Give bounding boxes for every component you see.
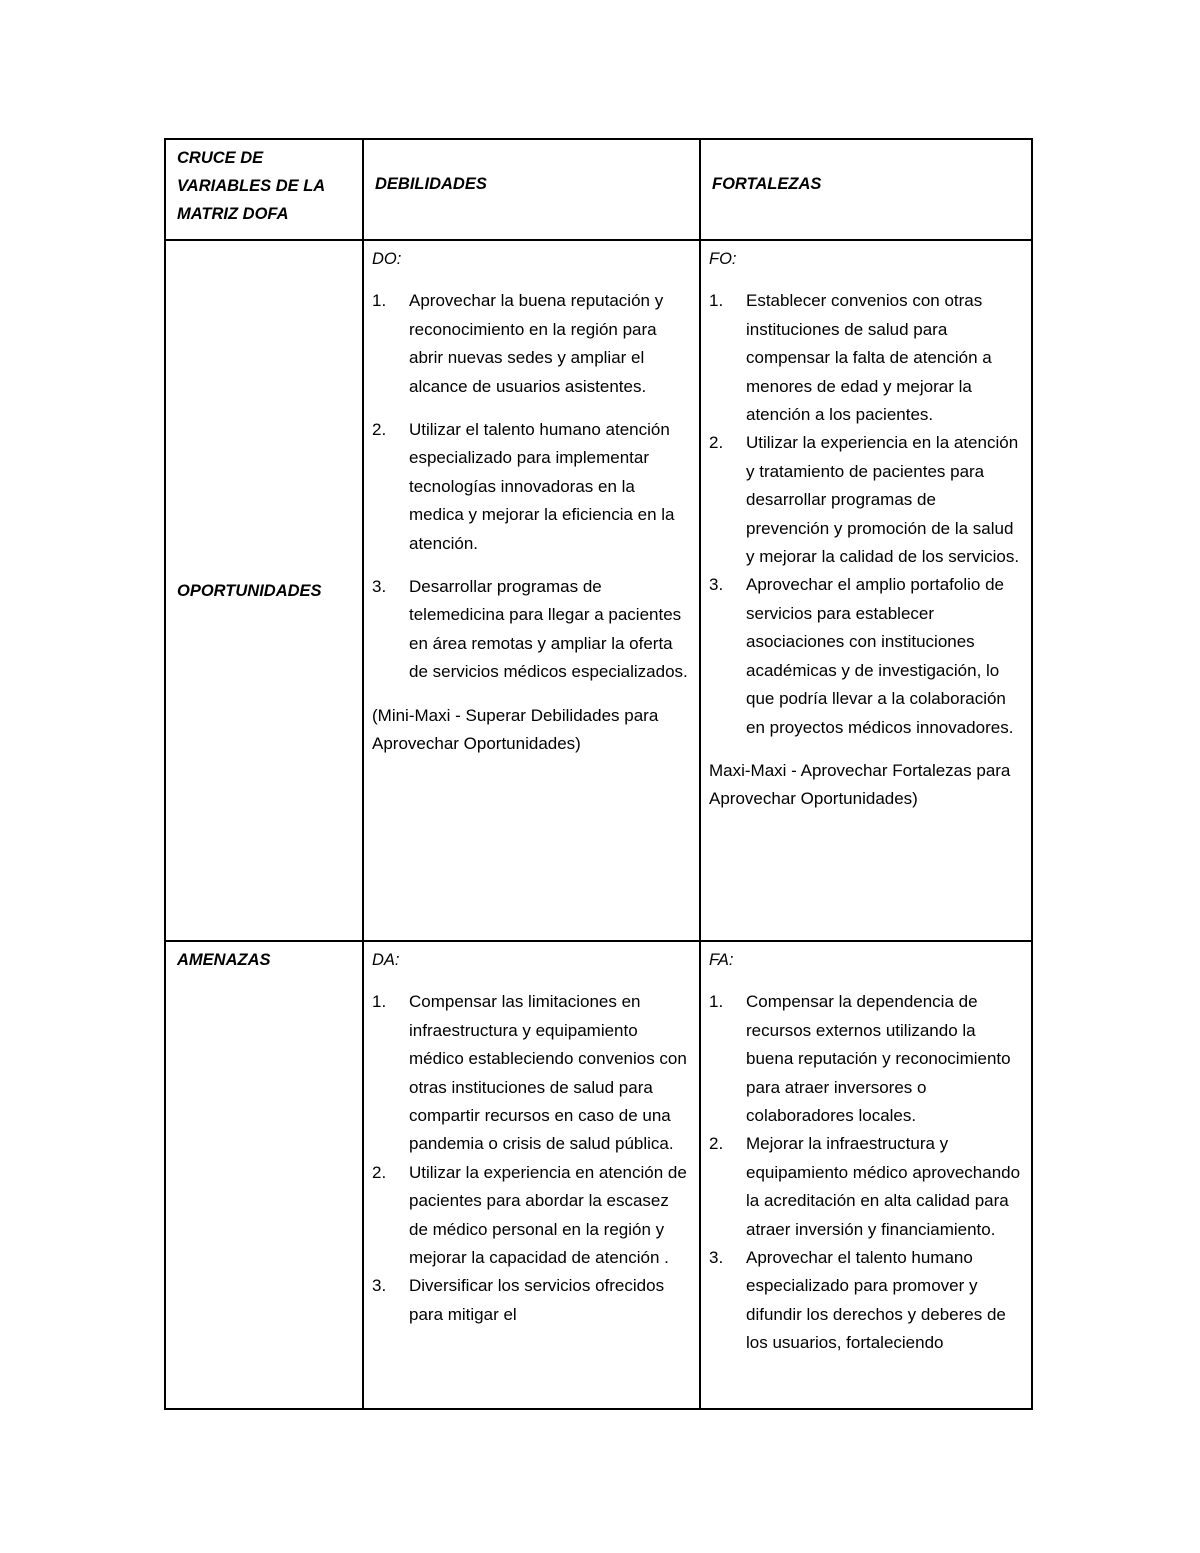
item-number: 1. (709, 992, 724, 1012)
item-number: 1. (372, 291, 387, 311)
da-cell (363, 941, 700, 1409)
debilidades-header-cell (363, 139, 700, 240)
amenazas-label: AMENAZAS (177, 951, 271, 969)
da-item-text: Utilizar la experiencia en atención de pacientes para abordar la escasez de médico personal en la región y mejorar la capacidad de atención . (409, 1162, 687, 1268)
fa-item-text: Compensar la dependencia de recursos externos utilizando la buena reputación y reconocimiento para atraer inversores o colaboradores locales. (746, 992, 1011, 1126)
fo-code: FO: (709, 250, 737, 268)
amenazas-row (165, 941, 1032, 1409)
fa-code: FA: (709, 951, 734, 969)
do-note: (Mini-Maxi - Superar Debilidades para Aprovechar Oportunidades) (372, 705, 659, 754)
do-code: DO: (372, 250, 402, 268)
corner-title: CRUCE DE VARIABLES DE LA MATRIZ DOFA (177, 149, 325, 223)
fa-list (709, 988, 1021, 1357)
list-item (709, 287, 1021, 429)
item-number: 2. (372, 1162, 387, 1182)
fa-cell (700, 941, 1032, 1409)
fortalezas-header: FORTALEZAS (712, 175, 822, 193)
oportunidades-row (165, 240, 1032, 941)
list-item (709, 1244, 1021, 1358)
item-number: 3. (709, 1248, 724, 1268)
corner-cell (165, 139, 363, 240)
do-item-text: Desarrollar programas de telemedicina para llegar a pacientes en área remotas y ampliar la oferta de servicios médicos especializados. (409, 577, 688, 682)
item-number: 2. (709, 433, 724, 453)
fo-cell (700, 240, 1032, 941)
do-item-text: Aprovechar la buena reputación y reconocimiento en la región para abrir nuevas sedes y ampliar el alcance de usuarios asistentes. (409, 291, 664, 396)
da-item-text: Diversificar los servicios ofrecidos para mitigar el (409, 1276, 665, 1324)
list-item (372, 988, 689, 1158)
oportunidades-label-cell (165, 240, 363, 941)
item-number: 3. (372, 577, 387, 597)
list-item (709, 988, 1021, 1130)
item-number: 3. (372, 1276, 387, 1296)
do-list (372, 287, 689, 686)
item-number: 2. (709, 1134, 724, 1154)
item-number: 1. (372, 992, 387, 1012)
do-cell (363, 240, 700, 941)
fa-item-text: Aprovechar el talento humano especializado para promover y difundir los derechos y deberes de los usuarios, fortaleciendo (746, 1248, 1006, 1353)
fo-list (709, 287, 1021, 742)
list-item (709, 1130, 1021, 1244)
list-item (709, 571, 1021, 741)
header-row (165, 139, 1032, 240)
list-item (709, 429, 1021, 571)
list-item (372, 573, 689, 687)
da-item-text: Compensar las limitaciones en infraestructura y equipamiento médico estableciendo convenios con otras instituciones de salud para compartir recursos en caso de una pandemia o crisis de salud pública. (409, 992, 687, 1154)
fa-item-text: Mejorar la infraestructura y equipamiento médico aprovechando la acreditación en alta calidad para atraer inversión y financiamiento. (746, 1134, 1021, 1239)
dofa-matrix-table (164, 138, 1033, 1410)
item-number: 3. (709, 575, 724, 595)
fo-item-text: Utilizar la experiencia en la atención y tratamiento de pacientes para desarrollar programas de prevención y promoción de la salud y mejorar la calidad de los servicios. (746, 433, 1020, 567)
list-item (372, 287, 689, 401)
item-number: 2. (372, 420, 387, 440)
fo-item-text: Establecer convenios con otras instituciones de salud para compensar la falta de atención a menores de edad y mejorar la atención a los pacientes. (746, 291, 992, 425)
da-code: DA: (372, 951, 400, 969)
amenazas-label-cell (165, 941, 363, 1409)
debilidades-header: DEBILIDADES (375, 175, 487, 193)
fo-note: Maxi-Maxi - Aprovechar Fortalezas para Aprovechar Oportunidades) (709, 760, 1011, 809)
list-item (372, 1272, 689, 1329)
oportunidades-label: OPORTUNIDADES (177, 581, 322, 600)
fo-item-text: Aprovechar el amplio portafolio de servicios para establecer asociaciones con instituciones académicas y de investigación, lo que podría llevar a la colaboración en proyectos médicos innovadores. (746, 575, 1014, 737)
da-list (372, 988, 689, 1329)
do-item-text: Utilizar el talento humano atención especializado para implementar tecnologías innovadoras en la medica y mejorar la eficiencia en la atención. (409, 420, 675, 553)
item-number: 1. (709, 291, 724, 311)
list-item (372, 416, 689, 558)
list-item (372, 1159, 689, 1273)
fortalezas-header-cell (700, 139, 1032, 240)
